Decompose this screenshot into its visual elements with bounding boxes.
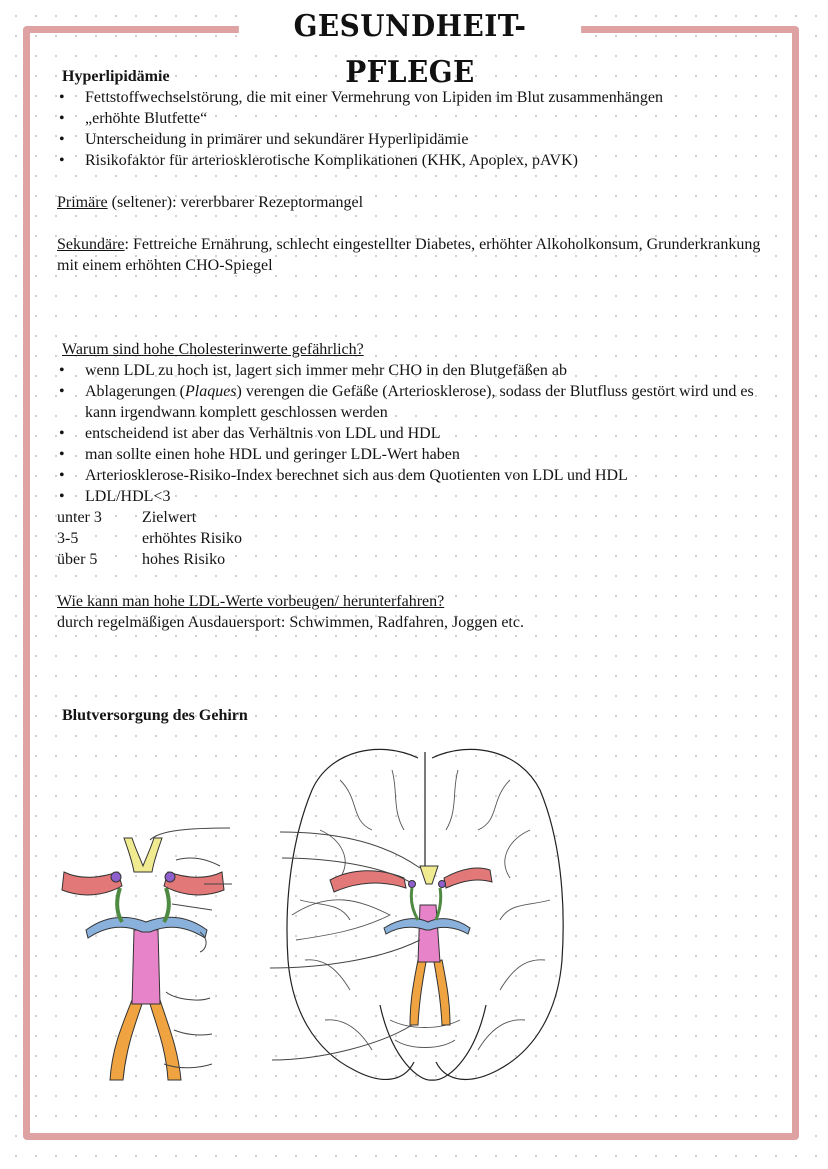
junction-dot — [439, 881, 446, 888]
brain-vertebral-left — [410, 960, 426, 1025]
cerebellum — [380, 1005, 486, 1080]
sekundaer-text: : Fettreiche Ernährung, schlecht eingestellter Diabetes, erhöhter Alkoholkonsum, Grunderkrankung mit einem erhöhten CHO-Spiegel — [57, 236, 761, 274]
anterior-cerebral-artery — [124, 838, 162, 872]
list-item: • man sollte einen hohe HDL und geringer LDL-Wert haben — [57, 444, 777, 465]
list-item: • LDL/HDL<3 — [57, 486, 777, 507]
brain-carotid-right — [444, 868, 492, 888]
brain-carotid-left — [330, 871, 406, 892]
ratio-meaning: hohes Risiko — [142, 551, 226, 568]
list-item: • Fettstoffwechselstörung, die mit einer Vermehrung von Lipiden im Blut zusammenhängen — [57, 87, 777, 108]
junction-dot — [111, 872, 121, 882]
arterial-circle-diagram — [62, 828, 232, 1080]
blutversorgung-heading: Blutversorgung des Gehirn — [62, 707, 248, 724]
ldl-answer: durch regelmäßigen Ausdauersport: Schwimmen, Radfahren, Joggen etc. — [57, 614, 524, 631]
list-item: • Unterscheidung in primärer und sekundärer Hyperlipidämie — [57, 129, 777, 150]
list-item: • wenn LDL zu hoch ist, lagert sich immer mehr CHO in den Blutgefäßen ab — [57, 360, 777, 381]
list-item: • Risikofaktor für arteriosklerotische Komplikationen (KHK, Apoplex, pAVK) — [57, 150, 777, 171]
basilar-artery — [132, 930, 160, 1004]
plaques-post: ) verengen die Gefäße (Arteriosklerose), sodass der Blutfluss gestört wird und es kann irgendwann komplett geschlossen werden — [85, 383, 754, 421]
ratio-range: unter 3 — [57, 509, 102, 526]
list-item: • „erhöhte Blutfette“ — [57, 108, 777, 129]
brain-communicating-right — [436, 888, 441, 920]
communicating-artery-right — [164, 888, 169, 922]
ratio-meaning: erhöhtes Risiko — [142, 530, 242, 547]
vertebral-artery-left — [110, 1000, 142, 1080]
brain-hemisphere-left — [287, 749, 418, 1079]
primaer-label: Primäre — [57, 194, 108, 211]
ldl-question: Wie kann man hohe LDL-Werte vorbeugen/ herunterfahren? — [57, 593, 445, 610]
cholesterin-question: Warum sind hohe Cholesterinwerte gefährlich? — [62, 341, 364, 358]
ratio-meaning: Zielwert — [142, 509, 197, 526]
primaer-text: (seltener): vererbbarer Rezeptormangel — [107, 194, 364, 211]
ratio-range: über 5 — [57, 551, 98, 568]
sekundaer-label: Sekundäre — [57, 236, 125, 253]
hyperlipidaemie-heading: Hyperlipidämie — [62, 68, 170, 85]
communicating-artery-left — [117, 888, 122, 922]
plaques-em: Plaques — [184, 383, 237, 400]
brain-vessels — [330, 866, 492, 1025]
list-item: • entscheidend ist aber das Verhältnis von LDL und HDL — [57, 423, 777, 444]
ratio-range: 3-5 — [57, 530, 79, 547]
page-title: GESUNDHEIT-PFLEGE — [239, 4, 581, 52]
brain-communicating-left — [411, 888, 418, 920]
brain-anterior-cerebral — [420, 866, 438, 884]
brain-vertebral-right — [434, 960, 450, 1025]
junction-dot — [165, 872, 175, 882]
vertebral-artery-right — [150, 1000, 181, 1080]
plaques-pre: Ablagerungen ( — [85, 383, 185, 400]
list-item: • Arteriosklerose-Risiko-Index berechnet sich aus dem Quotienten von LDL und HDL — [57, 465, 777, 486]
